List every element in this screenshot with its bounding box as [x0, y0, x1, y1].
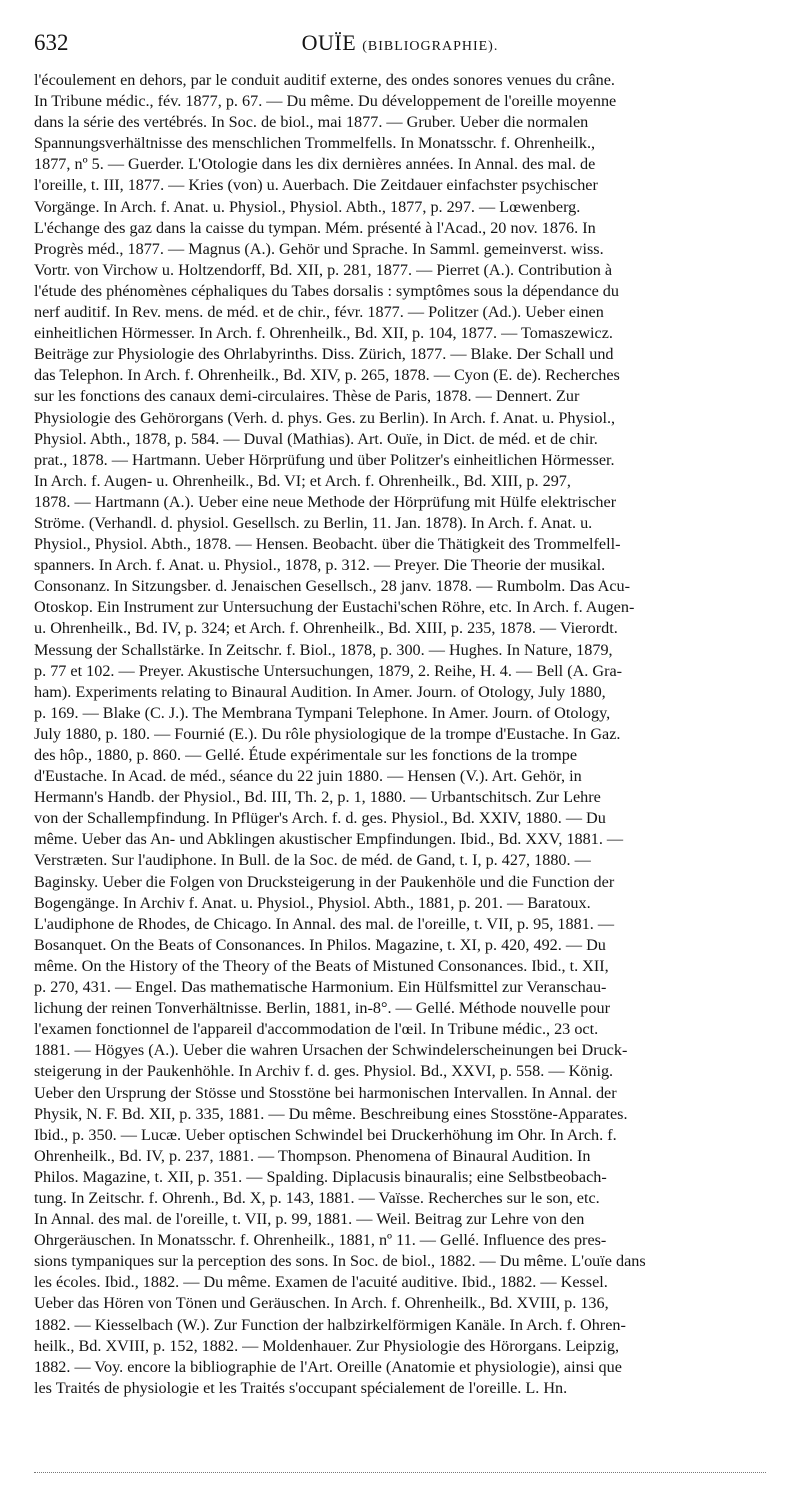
text-line: spanners. In Arch. f. Anat. u. Physiol., 1878, p. 312. — Preyer. Die Theorie der musikal. [34, 556, 606, 575]
text-line: 1877, nº 5. — Guerder. L'Otologie dans les dix dernières années. In Annal. des mal. de [34, 155, 596, 174]
text-line: même. On the History of the Theory of the Beats of Mistuned Consonances. Ibid., t. XII, [34, 956, 609, 975]
page-number: 632 [34, 30, 69, 55]
text-line: p. 270, 431. — Engel. Das mathematische Harmonium. Ein Hülfsmittel zur Veranschau- [34, 978, 607, 997]
text-line: les Traités de physiologie et les Traités s'occupant spécialement de l'oreille. L. Hn. [34, 1378, 568, 1397]
text-line: L'échange des gaz dans la caisse du tympan. Mém. présenté à l'Acad., 20 nov. 1876. In [34, 218, 596, 237]
text-line: In Annal. des mal. de l'oreille, t. VII, p. 99, 1881. — Weil. Beitrag zur Lehre von den [34, 1210, 585, 1229]
text-line: p. 77 et 102. — Preyer. Akustische Untersuchungen, 1879, 2. Reihe, H. 4. — Bell (A. Gra- [34, 661, 623, 680]
text-line: 1881. — Högyes (A.). Ueber die wahren Ursachen der Schwindelerscheinungen bei Druck- [34, 1041, 628, 1060]
text-line: Otoskop. Ein Instrument zur Untersuchung der Eustachi'schen Röhre, etc. In Arch. f. Augen- [34, 598, 635, 617]
text-line: Ohrgeräuschen. In Monatsschr. f. Ohrenheilk., 1881, nº 11. — Gellé. Influence des pres- [34, 1231, 607, 1250]
text-line: July 1880, p. 180. — Fournié (E.). Du rôle physiologique de la trompe d'Eustache. In Gaz. [34, 724, 621, 743]
text-line: Ibid., p. 350. — Lucæ. Ueber optischen Schwindel bei Druckerhöhung im Ohr. In Arch. f. [34, 1125, 617, 1144]
text-line: L'audiphone de Rhodes, de Chicago. In Annal. des mal. de l'oreille, t. VII, p. 95, 1881. — [34, 914, 615, 933]
text-line: Ohrenheilk., Bd. IV, p. 237, 1881. — Thompson. Phenomena of Binaural Audition. In [34, 1146, 591, 1165]
text-line: heilk., Bd. XVIII, p. 152, 1882. — Moldenhauer. Zur Physiologie des Hörorgans. Leipzig, [34, 1336, 620, 1355]
text-line: von der Schallempfindung. In Pflüger's Arch. f. d. ges. Physiol., Bd. XXIV, 1880. — Du [34, 809, 606, 828]
text-line: 1882. — Kiesselbach (W.). Zur Function der halbzirkelförmigen Kanäle. In Arch. f. Ohren- [34, 1315, 626, 1334]
text-line: ham). Experiments relating to Binaural Audition. In Amer. Journ. of Otology, July 1880, [34, 682, 606, 701]
text-line: Bosanquet. On the Beats of Consonances. In Philos. Magazine, t. XI, p. 420, 492. — Du [34, 935, 606, 954]
text-line: 1878. — Hartmann (A.). Ueber eine neue Methode der Hörprüfung mit Hülfe elektrischer [34, 492, 617, 511]
text-line: Ueber den Ursprung der Stösse und Stosstöne bei harmonischen Intervallen. In Annal. der [34, 1083, 617, 1102]
text-line: les écoles. Ibid., 1882. — Du même. Examen de l'acuité auditive. Ibid., 1882. — Kessel. [34, 1273, 608, 1292]
text-line: sur les fonctions des canaux demi-circulaires. Thèse de Paris, 1878. — Dennert. Zur [34, 387, 580, 406]
text-line: Ströme. (Verhandl. d. physiol. Gesellsch. zu Berlin, 11. Jan. 1878). In Arch. f. Anat. u. [34, 513, 593, 532]
text-line: l'écoulement en dehors, par le conduit auditif externe, des ondes sonores venues du crâne. [34, 71, 615, 89]
bibliography-text [34, 70, 781, 1399]
text-line: l'oreille, t. III, 1877. — Kries (von) u. Auerbach. Die Zeitdauer einfachster psychischer [34, 176, 598, 195]
text-line: Consonanz. In Sitzungsber. d. Jenaischen Gesellsch., 28 janv. 1878. — Rumbolm. Das Acu- [34, 577, 631, 596]
text-line: Verstræten. Sur l'audiphone. In Bull. de la Soc. de méd. de Gand, t. I, p. 427, 1880. — [34, 851, 591, 870]
text-line: nerf auditif. In Rev. mens. de méd. et de chir., févr. 1877. — Politzer (Ad.). Ueber einen [34, 303, 604, 322]
text-line: prat., 1878. — Hartmann. Ueber Hörprüfung und über Politzer's einheitlichen Hörmesser. [34, 450, 615, 469]
text-line: In Arch. f. Augen- u. Ohrenheilk., Bd. VI; et Arch. f. Ohrenheilk., Bd. XIII, p. 297, [34, 471, 571, 490]
text-line: l'examen fonctionnel de l'appareil d'accommodation de l'œil. In Tribune médic., 23 oct. [34, 1020, 599, 1039]
text-line: Vorgänge. In Arch. f. Anat. u. Physiol., Physiol. Abth., 1877, p. 297. — Lœwenberg. [34, 197, 581, 216]
text-line: p. 169. — Blake (C. J.). The Membrana Tympani Telephone. In Amer. Journ. of Otology, [34, 703, 611, 722]
text-line: Messung der Schallstärke. In Zeitschr. f. Biol., 1878, p. 300. — Hughes. In Nature, 1879, [34, 640, 613, 659]
text-line: Spannungsverhältnisse des menschlichen Trommelfells. In Monatsschr. f. Ohrenheilk., [34, 134, 596, 153]
text-line: même. Ueber das An- und Abklingen akustischer Empfindungen. Ibid., Bd. XXV, 1881. — [34, 830, 624, 849]
text-line: sions tympaniques sur la perception des sons. In Soc. de biol., 1882. — Du même. L'ouïe dans [34, 1252, 646, 1271]
page-header [34, 30, 766, 60]
running-title-main: OUÏE [301, 30, 357, 55]
text-line: Physiologie des Gehörorgans (Verh. d. phys. Ges. zu Berlin). In Arch. f. Anat. u. Physiol., [34, 408, 616, 427]
footer-dotted-rule [34, 1472, 766, 1473]
text-line: Progrès méd., 1877. — Magnus (A.). Gehör und Sprache. In Samml. gemeinverst. wiss. [34, 239, 604, 258]
text-line: einheitlichen Hörmesser. In Arch. f. Ohrenheilk., Bd. XII, p. 104, 1877. — Tomaszewicz. [34, 324, 613, 343]
text-line: tung. In Zeitschr. f. Ohrenh., Bd. X, p. 143, 1881. — Vaïsse. Recherches sur le son, etc. [34, 1188, 600, 1207]
text-line: Physik, N. F. Bd. XII, p. 335, 1881. — Du même. Beschreibung eines Stosstöne-Apparates. [34, 1104, 628, 1123]
text-line: dans la série des vertébrés. In Soc. de biol., mai 1877. — Gruber. Ueber die normalen [34, 113, 589, 132]
text-line: Bogengänge. In Archiv f. Anat. u. Physiol., Physiol. Abth., 1881, p. 201. — Baratoux. [34, 893, 591, 912]
text-line: Physiol. Abth., 1878, p. 584. — Duval (Mathias). Art. Ouïe, in Dict. de méd. et de chir. [34, 429, 598, 448]
text-line: 1882. — Voy. encore la bibliographie de l'Art. Oreille (Anatomie et physiologie), ainsi que [34, 1357, 622, 1376]
text-line: des hôp., 1880, p. 860. — Gellé. Étude expérimentale sur les fonctions de la trompe [34, 746, 578, 764]
text-line: lichung der reinen Tonverhältnisse. Berlin, 1881, in-8°. — Gellé. Méthode nouvelle pour [34, 999, 610, 1018]
text-line: l'étude des phénomènes céphaliques du Tabes dorsalis : symptômes sous la dépendance du [34, 281, 619, 300]
text-line: Vortr. von Virchow u. Holtzendorff, Bd. XII, p. 281, 1877. — Pierret (A.). Contribution à [34, 260, 613, 279]
text-line: Hermann's Handb. der Physiol., Bd. III, Th. 2, p. 1, 1880. — Urbantschitsch. Zur Lehre [34, 788, 601, 807]
text-line: Physiol., Physiol. Abth., 1878. — Hensen. Beobacht. über die Thätigkeit des Trommelfell- [34, 535, 621, 554]
text-line: Beiträge zur Physiologie des Ohrlabyrinths. Diss. Zürich, 1877. — Blake. Der Schall und [34, 345, 614, 364]
running-title-sub: (BIBLIOGRAPHIE). [362, 39, 499, 54]
text-line: In Tribune médic., fév. 1877, p. 67. — Du même. Du développement de l'oreille moyenne [34, 92, 617, 111]
text-line: Ueber das Hören von Tönen und Geräuschen. In Arch. f. Ohrenheilk., Bd. XVIII, p. 136, [34, 1294, 609, 1313]
text-line: steigerung in der Paukenhöhle. In Archiv f. d. ges. Physiol. Bd., XXVI, p. 558. — König. [34, 1062, 614, 1081]
text-line: Baginsky. Ueber die Folgen von Drucksteigerung in der Paukenhöle und die Function der [34, 872, 615, 891]
running-title [34, 30, 766, 56]
text-line: u. Ohrenheilk., Bd. IV, p. 324; et Arch. f. Ohrenheilk., Bd. XIII, p. 235, 1878. — Vierordt. [34, 619, 618, 638]
text-line: d'Eustache. In Acad. de méd., séance du 22 juin 1880. — Hensen (V.). Art. Gehör, in [34, 767, 582, 786]
text-line: Philos. Magazine, t. XII, p. 351. — Spalding. Diplacusis binauralis; eine Selbstbeobach- [34, 1167, 607, 1186]
text-line: das Telephon. In Arch. f. Ohrenheilk., Bd. XIV, p. 265, 1878. — Cyon (E. de). Recherches [34, 366, 620, 385]
